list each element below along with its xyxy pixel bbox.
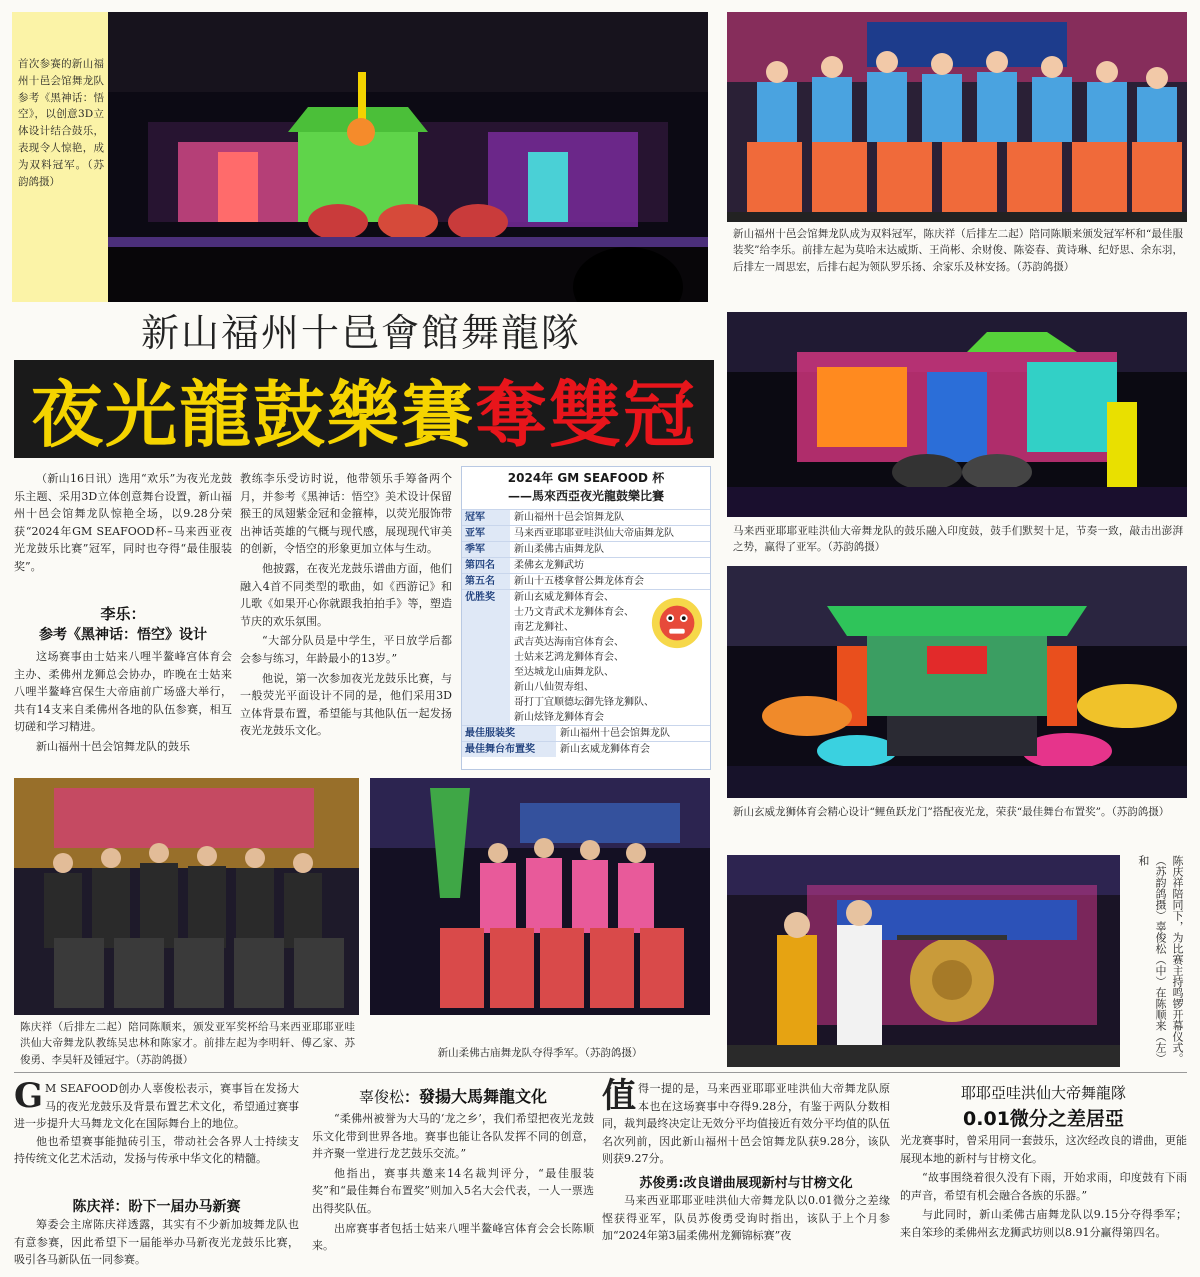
bottom-col2-p3: 出席赛事者包括士姑来八哩半鳌峰宫体育会会长陈顺来。: [312, 1221, 594, 1253]
photo-caption-best-stage: 新山玄威龙狮体育会精心设计“鲤鱼跃龙门”搭配夜光龙，荣获“最佳舞台布置奖”。（苏韵鸽摄）: [733, 806, 1170, 818]
photo-third-place-group: [370, 778, 710, 1015]
bottom-col1-p2: 他也希望赛事能抛砖引玉，带动社会各界人士持续支持传统文化艺术活动，发扬与传承中华文化的精髓。: [14, 1134, 299, 1166]
headline-kicker: 新山福州十邑會館舞龍隊: [140, 311, 581, 355]
results-row-costume: 最佳服装奖 新山福州十邑会馆舞龙队: [462, 725, 710, 741]
bottom-col3: [602, 1076, 890, 1168]
article-col2-p3: “大部分队员是中学生，平日放学后都会参与练习，年龄最小的13岁。”: [240, 634, 452, 665]
article-col1-p3: 新山福州十邑会馆舞龙队的鼓乐: [36, 739, 190, 753]
results-title-2: ——馬來西亞夜光龍鼓樂比賽: [507, 489, 664, 503]
headline-main: 夜光龍鼓樂賽: [30, 373, 475, 457]
headline-main-accent: 奪雙冠: [475, 373, 698, 457]
bottom-col1: [14, 1076, 299, 1170]
subhead-tan-kheng-siang: 陈庆祥：盼下一届办马新赛: [72, 1199, 241, 1215]
results-row: 冠军 新山福州十邑会馆舞龙队: [462, 509, 710, 525]
results-row: 第五名 新山十五楼拿督公舞龙体育会: [462, 573, 710, 589]
photo-runner-up-stage: [727, 312, 1187, 517]
results-row: 第四名 柔佛玄龙狮武坊: [462, 557, 710, 573]
bottom-col4-p2: “故事围绕着很久没有下雨，开始求雨，印度鼓有下雨的声音，希望有机会融合各族的乐器。”: [900, 1171, 1187, 1202]
results-row-stage: 最佳舞台布置奖 新山玄威龙狮体育会: [462, 741, 710, 757]
photo-caption-runner-up-group: 陈庆祥（后排左二起）陪同陈顺来，颁发亚军奖杯给马来西亚耶耶亚哇洪仙大帝舞龙队教练吴忠林和陈家才。前排左起为李明轩、傅乙家、苏俊勇、李昊轩及锺冠宇。（苏韵鸽摄）: [20, 1021, 355, 1066]
article-col2: [240, 470, 452, 742]
photo-caption-runner-up-stage: 马来西亚耶耶亚哇洪仙大帝舞龙队的鼓乐融入印度鼓，鼓手们默契十足，节奏一致，敲击出澎湃之势，赢得了亚军。（苏韵鸽摄）: [733, 525, 1183, 554]
photo-stage-monkey-king: [108, 12, 708, 302]
bottom-col4-p1: 光龙赛事时，曾采用同一套鼓乐，这次经改良的谱曲，更能展现本地的新村与甘榜文化。: [900, 1134, 1187, 1165]
article-col1: [14, 470, 232, 578]
bottom-col3-p1: 得一提的是，马来西亚耶耶亚哇洪仙大帝舞龙队原本也在这场赛事中夺得9.28分，有鉴于两队分数相同，裁判最终决定让无效分平均值接近有效分平均值的队伍名次列前，因此新山福州十邑会馆舞龙队获9.28分，该队则获9.27分。: [602, 1082, 890, 1166]
photo-gong-ceremony: [727, 855, 1120, 1067]
bottom-col4-p3: 与此同时，新山柔佛古庙舞龙队以9.15分夺得季军；来自笨珍的柔佛州玄龙狮武坊则以8.91分赢得第四名。: [900, 1208, 1187, 1239]
article-lead: （新山16日讯）选用“欢乐”为夜光龙鼓乐主题、采用3D立体创意舞台设置，新山福州十邑会馆舞龙队惊艳全场，以9.28分荣获“2024年GM SEAFOOD杯–马来西亚夜光龙鼓乐比赛”冠军，同时也夺得“最佳服装奖”。: [14, 472, 232, 573]
photo-caption-champions: 新山福州十邑会馆舞龙队成为双料冠军，陈庆祥（后排左二起）陪同陈顺来颁发冠军杯和“最佳服装奖”给李乐。前排左起为莫哈末达威斯、王尚彬、余财俊、陈姿春、黄诗琳、纪妤思、余东羽，后排左一周思宏，后排右起为领队罗乐扬、余家乐及林安扬。（苏韵鸽摄）: [733, 228, 1183, 273]
subhead-li-le-title: 参考《黑神话：悟空》设计: [39, 627, 207, 643]
article-col2-p2: 他披露，在夜光龙鼓乐谱曲方面，他们融入4首不同类型的歌曲，如《西游记》和儿歌《如果开心你就跟我拍拍手》等，塑造节庆的欢乐氛围。: [240, 561, 452, 628]
article-col1-p2: 这场赛事由士姑来八哩半鳌峰宫体育会主办、柔佛州龙狮总会协办，昨晚在士姑来八哩半鳌峰宫保生大帝庙前广场盛大举行，共有14支来自柔佛州各地的队伍参赛，相互切磋和学习精进。: [14, 650, 232, 734]
headline-band: [14, 360, 714, 458]
bottom-col3-p2: 马来西亚耶耶亚哇洪仙大帝舞龙队以0.01微分之差缘悭获得亚军，队员苏俊勇受询时指出，该队于上个月参加“2024年第3届柔佛州龙狮锦标赛”夜: [602, 1194, 890, 1243]
subhead-li-le-name: 李乐：: [100, 605, 146, 623]
subhead-runner-up-line1: 耶耶亞哇洪仙大帝舞龍隊: [960, 1084, 1126, 1102]
results-box: [461, 466, 711, 770]
bottom-col1-p3: 筹委会主席陈庆祥透露，其实有不少新加坡舞龙队也有意参赛，因此希望下一届能举办马新夜光龙鼓乐比赛，吸引各马新队伍一同参赛。: [14, 1218, 299, 1267]
bottom-col3-tail: [602, 1192, 890, 1247]
subhead-runner-up-line2: 0.01微分之差居亞: [963, 1108, 1124, 1130]
section-divider: [14, 1072, 1187, 1073]
bottom-col1-tail: [14, 1216, 299, 1271]
results-row: 亚军 马来西亚耶耶亚哇洪仙大帝庙舞龙队: [462, 525, 710, 541]
dropcap-g: G: [14, 1076, 44, 1116]
results-row-merit: 优胜奖 新山玄威龙狮体育会、 士乃文青武术龙狮体育会、 南艺龙狮社、 武吉英达海南宫体育会、 士姑来艺鸿龙狮体育会、 至达城龙山庙舞龙队、 新山八仙贺寿组、 哥打丁宜顺德坛御先锋龙狮队、 新山炫锋龙狮体育会: [462, 589, 710, 725]
photo-caption-third-place: 新山柔佛古庙舞龙队夺得季军。（苏韵鸽摄）: [437, 1047, 643, 1059]
lion-head-illustration: [648, 594, 706, 652]
article-col2-p1: 教练李乐受访时说，他带领乐手筹备两个月，并参考《黑神话：悟空》美术设计保留猴王的凤翅紫金冠和金箍棒，以荧光服饰带出神话英雄的气概与现代感，展现现代审美的创新，令悟空的形象更加立体与生动。: [240, 472, 452, 556]
results-row: 季军 新山柔佛古庙舞龙队: [462, 541, 710, 557]
photo-best-stage-design: [727, 566, 1187, 798]
photo-champions-group: [727, 12, 1187, 222]
bottom-col4: [900, 1132, 1187, 1244]
bottom-col2-p1: “柔佛州被誉为大马的‘龙之乡’，我们希望把夜光龙鼓乐文化带到世界各地。赛事也能让各队发挥不同的创意，并齐聚一堂进行龙艺鼓乐交流。”: [312, 1112, 594, 1161]
subhead-koo-chun-song: 辜俊松：發揚大馬舞龍文化: [358, 1087, 548, 1106]
photo-caption-stage: 首次参赛的新山福州十邑会馆舞龙队参考《黑神话：悟空》，以创意3D立体设计结合鼓乐，表现令人惊艳，成为双料冠军。（苏韵鸽摄）: [18, 58, 104, 188]
article-col2-p4: 他说，第一次参加夜光龙鼓乐比赛，与一般荧光平面设计不同的是，他们采用3D立体背景布置，希望能与其他队伍一起发扬夜光龙鼓乐文化。: [240, 671, 452, 738]
bottom-col2: [312, 1110, 594, 1257]
photo-caption-gong: 陈庆祥陪同下，为比赛主持鸣锣开幕仪式。（苏韵鸽摄）辜俊松（中）在陈顺来（左）和: [1136, 855, 1184, 1064]
photo-runner-up-group: [14, 778, 359, 1015]
results-title-1: 2024年 GM SEAFOOD 杯: [507, 471, 665, 485]
bottom-col1-p1: M SEAFOOD创办人辜俊松表示，赛事旨在发扬大马的夜光龙鼓乐及背景布置艺术文化，希望通过赛事进一步提升大马舞龙文化在国际舞台上的地位。: [14, 1082, 299, 1131]
bottom-col2-p2: 他指出，赛事共邀来14名裁判评分，“最佳服装奖”和“最佳舞台布置奖”则加入5名大会代表，一人一票选出得奖队伍。: [312, 1166, 594, 1215]
subhead-su-jun-yong: 苏俊勇:改良谱曲展现新村与甘榜文化: [639, 1176, 853, 1191]
dropcap-zhi: 值: [602, 1076, 636, 1116]
article-col1-body: [14, 648, 232, 758]
